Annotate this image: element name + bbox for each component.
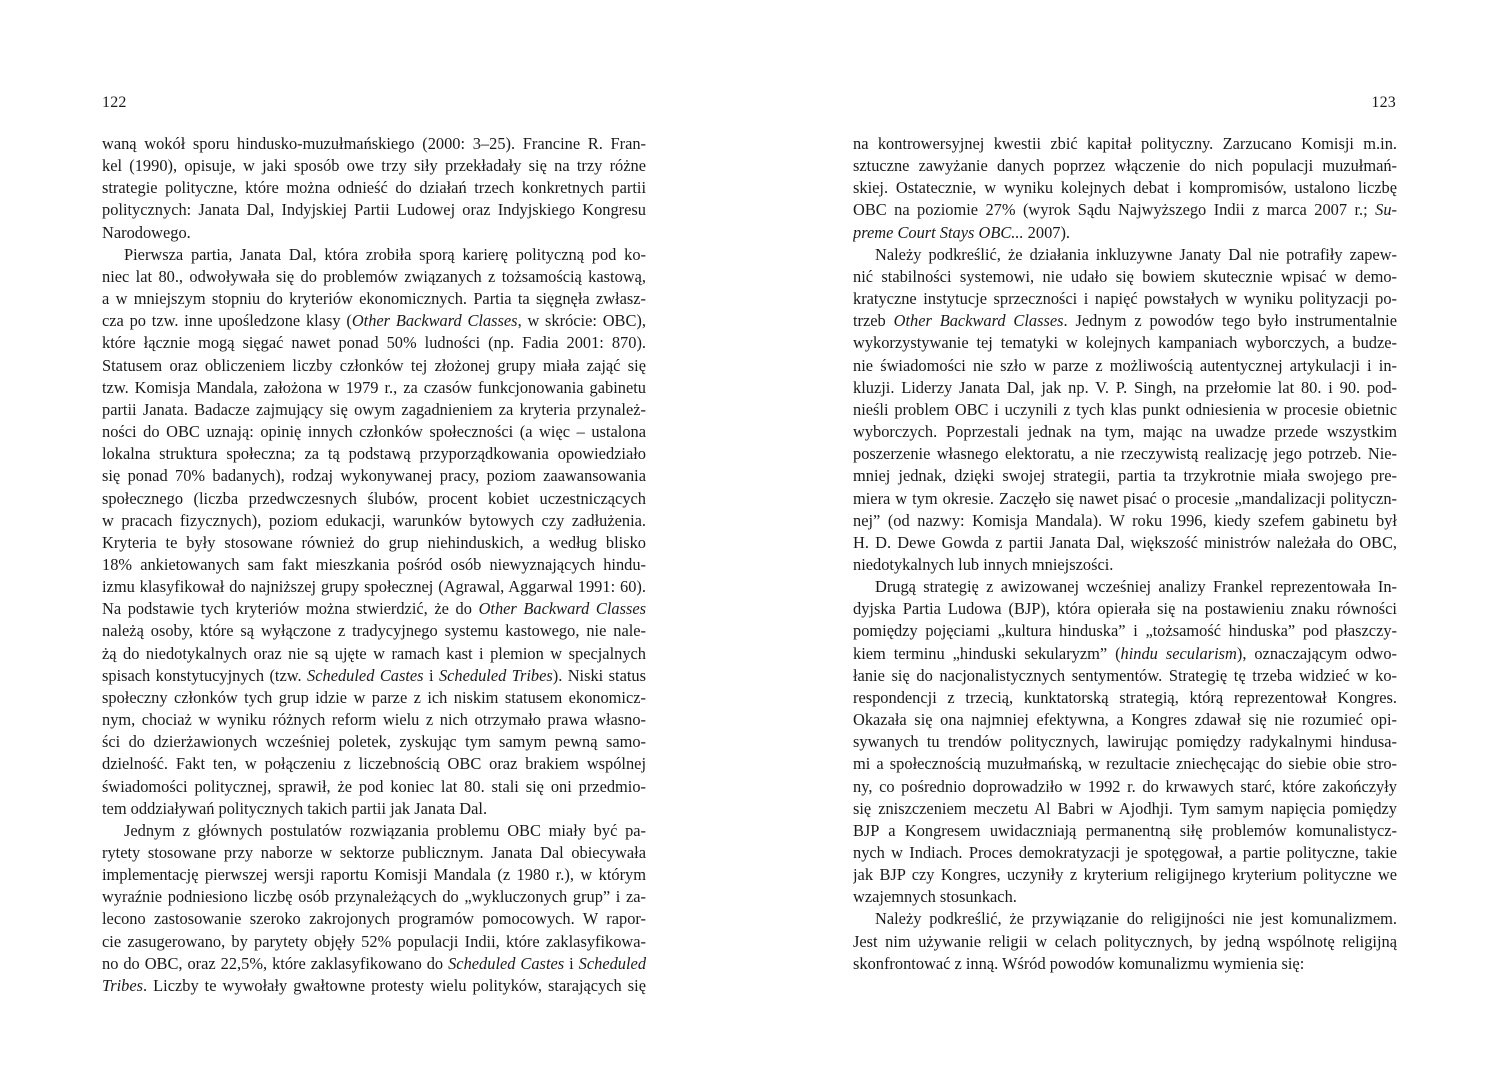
- text-line: [102, 953, 646, 975]
- text-line: [102, 820, 646, 842]
- text-line: [853, 532, 1397, 554]
- text-segment: lecono zastosowanie szeroko zakrojonych programów pomocowych. W rapor-: [102, 909, 646, 929]
- text-segment: lokalna struktura społeczna; za tą podstawą przyporządkowania opowiedziało: [102, 444, 646, 464]
- text-segment: waną wokół sporu hindusko-muzułmańskiego (2000: 3–25). Francine R. Fran-: [102, 134, 646, 153]
- italic-text: Other Backward Classes: [893, 311, 1064, 331]
- text-segment: respondencji z trzecią, kunktatorską strategią, którą reprezentował Kongres.: [853, 687, 1397, 707]
- text-line: [102, 886, 646, 908]
- text-line: [102, 177, 646, 199]
- text-segment: rytety stosowane przy naborze w sektorze publicznym. Janata Dal obiecywała: [102, 843, 646, 862]
- text-line: [853, 399, 1397, 421]
- text-line: [102, 842, 646, 864]
- text-line: [102, 266, 646, 288]
- body-text: [853, 133, 1397, 975]
- text-segment: społecznego (liczba przedwczesnych ślubów, procent kobiet uczestniczących: [102, 488, 646, 508]
- italic-text: hindu secularism: [1120, 643, 1237, 663]
- italic-text: Tribes: [102, 975, 143, 995]
- text-line: [102, 731, 646, 753]
- text-line: [853, 753, 1397, 775]
- italic-text: Scheduled: [578, 953, 646, 973]
- text-segment: kel (1990), opisuje, w jaki sposób owe trzy siły przekładały się na trzy różne: [102, 156, 646, 176]
- text-segment: Okazała się ona najmniej efektywna, a Kongres zdawał się nie rozumieć opi-: [853, 710, 1397, 730]
- text-segment: jak BJP czy Kongres, uczyniły z kryterium religijnego kryterium polityczne we: [853, 865, 1397, 885]
- text-line: [853, 886, 1397, 908]
- text-line: [853, 709, 1397, 731]
- text-line: [102, 687, 646, 709]
- text-line: [853, 665, 1397, 687]
- text-line: [853, 643, 1397, 665]
- text-segment: mi a społecznością muzułmańską, w rezultacie zniechęcając do siebie obie stro-: [853, 754, 1397, 774]
- text-segment: nym, chociaż w wyniku różnych reform wielu z nich otrzymało prawa własno-: [102, 710, 646, 730]
- text-line: [102, 554, 646, 576]
- text-segment: należą osoby, które są wyłączone z tradycyjnego systemu kastowego, nie nale-: [102, 621, 646, 641]
- text-segment: sywanych tu trendów politycznych, lawirując pomiędzy radykalnymi hindusa-: [853, 732, 1397, 752]
- text-line: [102, 155, 646, 177]
- text-line: [853, 355, 1397, 377]
- text-segment: na kontrowersyjnej kwestii zbić kapitał polityczny. Zarzucano Komisji m.in.: [853, 134, 1397, 153]
- text-segment: wzajemnych stosunkach.: [853, 887, 1017, 907]
- text-segment: Pierwsza partia, Janata Dal, która zrobiła sporą karierę polityczną pod ko-: [124, 244, 646, 264]
- text-line: [853, 908, 1397, 930]
- italic-text: Scheduled Castes: [307, 665, 424, 685]
- right-page: [750, 0, 1500, 1086]
- text-segment: które łącznie mogą sięgać nawet ponad 50% ludności (np. Fadia 2001: 870).: [102, 333, 646, 353]
- text-segment: łanie się do nacjonalistycznych sentymentów. Strategię tę trzeba widzieć w ko-: [853, 665, 1397, 685]
- text-segment: niec lat 80., odwoływała się do problemów związanych z tożsamością kastową,: [102, 266, 646, 286]
- text-segment: nić stabilności systemowi, nie udało się bowiem skutecznie wpisać w demo-: [853, 266, 1397, 286]
- text-line: [102, 598, 646, 620]
- text-segment: tem oddziaływań politycznych takich partii jak Janata Dal.: [102, 798, 488, 818]
- text-segment: ). Niski status: [552, 665, 646, 685]
- text-segment: dzielność. Fakt ten, w połączeniu z liczebnością OBC oraz brakiem wspólnej: [102, 754, 646, 774]
- text-segment: kiem terminu „hinduski sekularyzm” (: [853, 643, 1121, 663]
- text-segment: Jednym z głównych postulatów rozwiązania problemu OBC miały być pa-: [124, 820, 646, 840]
- text-line: [102, 620, 646, 642]
- text-segment: cza po tzw. inne upośledzone klasy (: [102, 311, 352, 331]
- text-segment: i: [564, 953, 579, 973]
- text-segment: żą do niedotykalnych oraz nie są ujęte w ramach kast i plemion w specjalnych: [102, 643, 646, 663]
- text-line: [853, 377, 1397, 399]
- text-segment: izmu klasyfikował do najniższej grupy społecznej (Agrawal, Aggarwal 1991: 60).: [102, 577, 646, 597]
- text-segment: ności do OBC uznają: opinię innych członków społeczności (a więc – ustalona: [102, 422, 646, 442]
- text-segment: nie świadomości nie szło w parze z możliwością autentycznej artykulacji i in-: [853, 355, 1397, 375]
- text-segment: wykorzystywanie tej tematyki w kolejnych kampaniach wyborczych, a budze-: [853, 333, 1397, 353]
- text-segment: sztuczne zawyżanie danych poprzez włączenie do nich populacji muzułmań-: [853, 156, 1397, 176]
- italic-text: Scheduled Castes: [448, 953, 565, 973]
- text-line: [853, 576, 1397, 598]
- text-line: [102, 798, 646, 820]
- text-segment: ny, co pośrednio doprowadziło w 1992 r. do krwawych starć, które zakończyły: [853, 776, 1397, 796]
- text-segment: politycznych: Janata Dal, Indyjskiej Partii Ludowej oraz Indyjskiego Kongresu: [102, 200, 646, 220]
- text-segment: kratyczne instytucje sprzeczności i napięć powstałych w wyniku polityzacji po-: [853, 289, 1397, 309]
- italic-text: Scheduled Tribes: [438, 665, 553, 685]
- text-line: [102, 443, 646, 465]
- text-line: [102, 399, 646, 421]
- text-segment: dyjska Partia Ludowa (BJP), która opierała się na postawieniu znaku równości: [853, 599, 1397, 619]
- text-segment: Drugą strategię z awizowanej wcześniej analizy Frankel reprezentowała In-: [875, 577, 1397, 597]
- text-segment: w pracach fizycznych), poziom edukacji, warunków bytowych czy zadłużenia.: [102, 510, 646, 530]
- text-segment: , w skrócie: OBC),: [517, 311, 646, 331]
- text-line: [853, 620, 1397, 642]
- text-line: [853, 842, 1397, 864]
- text-segment: cie zasugerowano, by parytety objęły 52% populacji Indii, które zaklasyfikowa-: [102, 931, 646, 951]
- text-segment: 2007).: [1023, 222, 1071, 242]
- text-line: [102, 377, 646, 399]
- text-segment: a w mniejszym stopniu do kryteriów ekonomicznych. Partia ta sięgnęła zwłasz-: [102, 289, 646, 309]
- text-line: [853, 776, 1397, 798]
- text-line: [853, 687, 1397, 709]
- italic-text: Su-: [1375, 200, 1397, 220]
- text-line: [853, 798, 1397, 820]
- text-segment: niedotykalnych lub innych mniejszości.: [853, 554, 1114, 574]
- text-segment: pomiędzy pojęciami „kultura hinduska” i „tożsamość hinduska” pod płaszczy-: [853, 621, 1397, 641]
- text-line: [853, 443, 1397, 465]
- page-number: 122: [102, 94, 127, 111]
- text-line: [102, 709, 646, 731]
- text-segment: mniej jednak, dzięki swojej strategii, partia ta trzykrotnie miała swojego pre-: [853, 466, 1397, 486]
- text-line: [102, 665, 646, 687]
- text-line: [102, 576, 646, 598]
- text-segment: Należy podkreślić, że działania inkluzywne Janaty Dal nie potrafiły zapew-: [875, 244, 1397, 264]
- text-line: [853, 953, 1397, 975]
- text-line: [102, 864, 646, 886]
- text-segment: partii Janata. Badacze zajmujący się owym zagadnieniem za kryteria przynależ-: [102, 399, 646, 419]
- text-segment: się ponad 70% badanych), rodzaj wykonywanej pracy, poziom zaawansowania: [102, 466, 646, 486]
- text-line: [853, 820, 1397, 842]
- text-segment: i: [423, 665, 439, 685]
- text-line: [853, 133, 1397, 155]
- text-segment: się zniszczeniem meczetu Al Babri w Ajodhji. Tym samym napięcia pomiędzy: [853, 798, 1397, 818]
- text-segment: no do OBC, oraz 22,5%, które zaklasyfikowano do: [102, 953, 449, 973]
- text-segment: implementację pierwszej wersji raportu Komisji Mandala (z 1980 r.), w którym: [102, 865, 646, 885]
- italic-text: preme Court Stays OBC...: [853, 222, 1024, 242]
- text-segment: tzw. Komisja Mandala, założona w 1979 r., za czasów funkcjonowania gabinetu: [102, 377, 646, 397]
- text-segment: skonfrontować z inną. Wśród powodów komunalizmu wymienia się:: [853, 953, 1305, 973]
- text-segment: poszerzenie własnego elektoratu, a nie rzeczywistą realizację jego potrzeb. Nie-: [853, 444, 1397, 464]
- text-segment: Na podstawie tych kryteriów można stwierdzić, że do: [102, 599, 479, 619]
- text-line: [102, 332, 646, 354]
- text-segment: BJP a Kongresem uwidaczniają permanentną siłę problemów komunalistycz-: [853, 820, 1397, 840]
- text-line: [102, 488, 646, 510]
- text-line: [102, 532, 646, 554]
- text-line: [853, 421, 1397, 443]
- text-segment: H. D. Dewe Gowda z partii Janata Dal, większość ministrów należała do OBC,: [853, 532, 1397, 552]
- text-line: [102, 288, 646, 310]
- text-line: [102, 465, 646, 487]
- text-segment: wyborczych. Poprzestali jednak na tym, mając na uwadze przede wszystkim: [853, 422, 1397, 442]
- italic-text: Other Backward Classes: [351, 311, 518, 331]
- text-segment: Statusem oraz obliczeniem liczby członków tej złożonej grupy miała zająć się: [102, 355, 646, 375]
- text-line: [102, 908, 646, 930]
- text-segment: Należy podkreślić, że przywiązanie do religijności nie jest komunalizmem.: [875, 909, 1397, 929]
- text-line: [102, 222, 646, 244]
- text-segment: Kryteria te były stosowane również do grup niehinduskich, a według blisko: [102, 532, 646, 552]
- body-text: [102, 133, 646, 997]
- text-segment: . Liczby te wywołały gwałtowne protesty wielu polityków, starających się: [143, 975, 646, 995]
- text-segment: wyraźnie podniesiono liczbę osób przynależących do „wykluczonych grup” i za-: [102, 887, 646, 907]
- text-line: [853, 554, 1397, 576]
- text-line: [102, 753, 646, 775]
- text-line: [853, 288, 1397, 310]
- text-line: [853, 222, 1397, 244]
- text-line: [853, 177, 1397, 199]
- italic-text: Other Backward Classes: [478, 599, 646, 619]
- text-segment: strategie polityczne, które można odnieść do działań trzech konkretnych partii: [102, 178, 646, 198]
- text-line: [853, 931, 1397, 953]
- text-line: [853, 488, 1397, 510]
- text-segment: skiej. Ostatecznie, w wyniku kolejnych debat i kompromisów, ustalono liczbę: [853, 178, 1397, 198]
- text-line: [102, 310, 646, 332]
- text-segment: nieśli problem OBC i uczynili z tych klas punkt odniesienia w procesie obietnic: [853, 399, 1397, 419]
- text-segment: Jest nim używanie religii w celach politycznych, by jedną wspólnotę religijną: [853, 931, 1397, 951]
- text-segment: OBC na poziomie 27% (wyrok Sądu Najwyższego Indii z marca 2007 r.;: [853, 200, 1376, 220]
- page-number: 123: [1371, 94, 1396, 111]
- text-segment: . Jednym z powodów tego było instrumentalnie: [1063, 311, 1397, 331]
- text-line: [102, 643, 646, 665]
- text-line: [853, 266, 1397, 288]
- text-line: [102, 975, 646, 997]
- text-line: [853, 244, 1397, 266]
- text-line: [102, 133, 646, 155]
- text-line: [102, 355, 646, 377]
- text-line: [853, 155, 1397, 177]
- text-segment: 18% ankietowanych sam fakt mieszkania pośród osób niewyznających hindu-: [102, 554, 646, 574]
- text-segment: spisach konstytucyjnych (tzw.: [102, 665, 308, 685]
- text-line: [853, 199, 1397, 221]
- text-segment: społeczny członków tych grup idzie w parze z ich niskim statusem ekonomicz-: [102, 687, 646, 707]
- text-line: [102, 931, 646, 953]
- text-line: [853, 332, 1397, 354]
- text-segment: kluzji. Liderzy Janata Dal, jak np. V. P. Singh, na przełomie lat 80. i 90. pod-: [853, 377, 1397, 397]
- text-segment: nej” (od nazwy: Komisja Mandala). W roku 1996, kiedy szefem gabinetu był: [853, 510, 1397, 530]
- text-segment: ), oznaczającym odwo-: [1236, 643, 1397, 663]
- text-segment: nych w Indiach. Proces demokratyzacji je spotęgował, a partie polityczne, takie: [853, 843, 1397, 862]
- text-segment: Narodowego.: [102, 222, 191, 242]
- text-line: [102, 244, 646, 266]
- text-line: [853, 510, 1397, 532]
- text-line: [853, 731, 1397, 753]
- text-line: [853, 598, 1397, 620]
- text-line: [853, 310, 1397, 332]
- text-line: [102, 776, 646, 798]
- text-line: [102, 510, 646, 532]
- text-segment: trzeb: [853, 311, 894, 331]
- text-line: [102, 199, 646, 221]
- text-line: [102, 421, 646, 443]
- text-segment: ści do dzierżawionych wcześniej poletek, zyskując tym samym pewną samo-: [102, 732, 646, 752]
- text-line: [853, 864, 1397, 886]
- text-segment: świadomości politycznej, sprawił, że pod koniec lat 80. stali się oni przedmio-: [102, 776, 646, 796]
- text-line: [853, 465, 1397, 487]
- text-segment: miera w tym okresie. Zaczęło się nawet pisać o procesie „mandalizacji polityczn-: [853, 488, 1397, 508]
